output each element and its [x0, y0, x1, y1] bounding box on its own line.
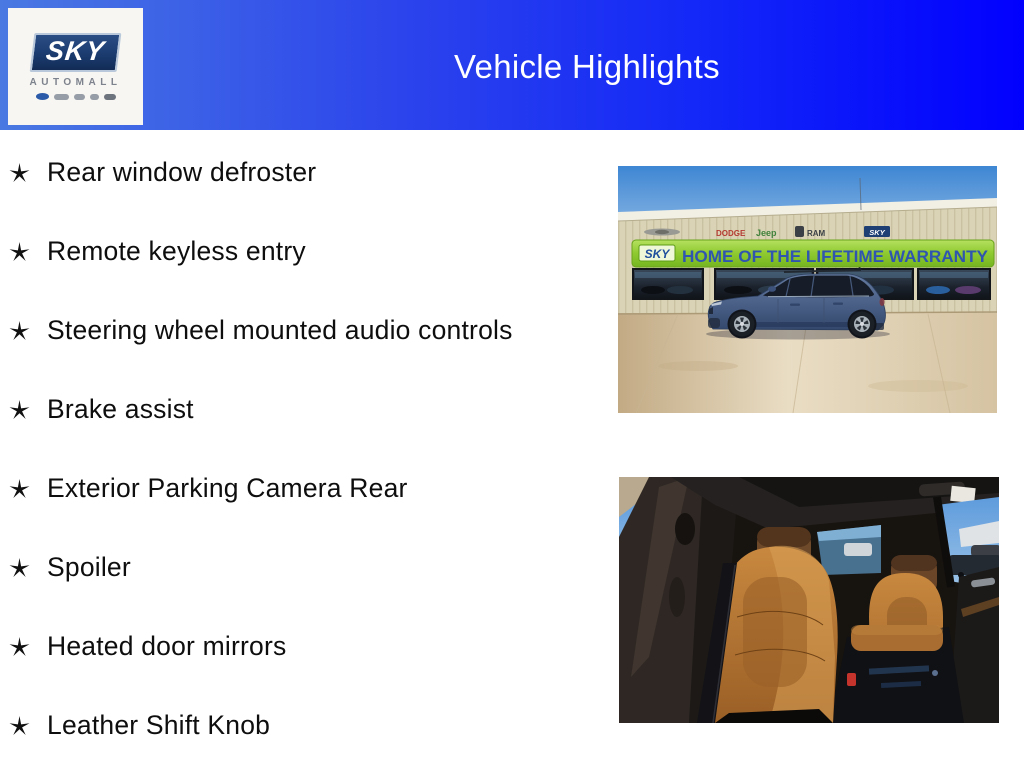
feature-item — [0, 370, 612, 449]
jeep-sign: Jeep — [756, 228, 777, 238]
page-title: Vehicle Highlights — [454, 48, 720, 85]
jeep-logo-icon — [90, 94, 99, 100]
ram-logo-icon — [104, 94, 116, 100]
feature-label: Heated door mirrors — [47, 631, 287, 661]
feature-label: Leather Shift Knob — [47, 710, 271, 740]
rear-window — [817, 525, 881, 575]
ford-logo-icon — [36, 93, 49, 100]
chrysler-logo-icon — [54, 94, 69, 100]
feature-label: Brake assist — [47, 394, 194, 424]
star-bullet-icon — [9, 637, 30, 657]
automall-label: AUTOMALL — [29, 77, 122, 88]
star-bullet-icon — [9, 242, 30, 262]
star-bullet-icon — [9, 716, 30, 736]
dodge-logo-icon — [74, 94, 85, 100]
center-console — [829, 625, 964, 723]
star-bullet-icon — [9, 558, 30, 578]
rear-wheel — [848, 310, 877, 339]
feature-label: Steering wheel mounted audio controls — [47, 315, 513, 345]
feature-label: Remote keyless entry — [47, 236, 306, 266]
sky-logo-badge — [30, 33, 121, 72]
feature-item — [0, 133, 612, 212]
star-bullet-icon — [9, 400, 30, 420]
star-bullet-icon — [9, 479, 30, 499]
feature-label: Exterior Parking Camera Rear — [47, 473, 408, 503]
feature-item — [0, 291, 612, 370]
feature-item — [0, 686, 612, 765]
seatbelt-buckle — [847, 673, 856, 686]
feature-item — [0, 212, 612, 291]
banner-text: HOME OF THE LIFETIME WARRANTY — [682, 247, 989, 266]
banner-sky-logo: SKY — [644, 247, 670, 261]
feature-item — [0, 528, 612, 607]
star-bullet-icon — [9, 163, 30, 183]
ram-sign: RAM — [807, 229, 826, 238]
feature-item — [0, 607, 612, 686]
dodge-sign: DODGE — [716, 229, 746, 238]
feature-label: Spoiler — [47, 552, 131, 582]
front-wheel — [728, 310, 757, 339]
sky-sign: SKY — [869, 228, 885, 237]
feature-list — [0, 133, 612, 765]
warranty-banner — [632, 240, 994, 267]
manufacturer-logos — [36, 93, 116, 100]
star-bullet-icon — [9, 321, 30, 341]
exterior-photo — [618, 166, 997, 413]
header-banner — [0, 0, 1024, 130]
interior-photo — [619, 477, 999, 723]
feature-item — [0, 449, 612, 528]
feature-label: Rear window defroster — [47, 157, 317, 187]
sky-logo-text: SKY — [44, 36, 107, 66]
sky-automall-logo — [8, 8, 143, 125]
